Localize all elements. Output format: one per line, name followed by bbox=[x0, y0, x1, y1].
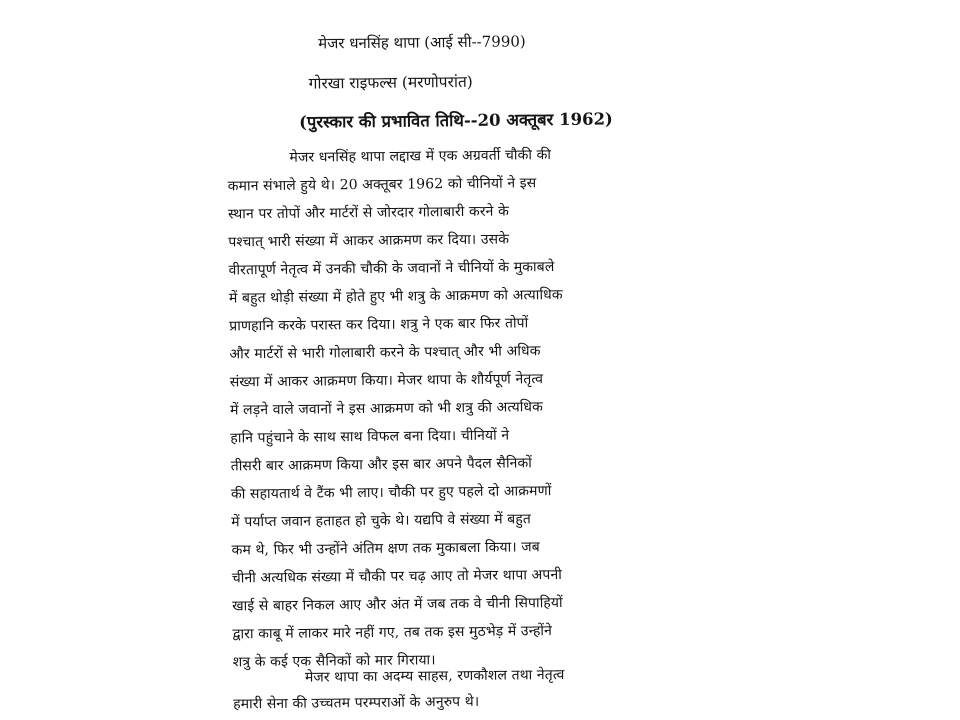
citation-line: संख्या में आकर आक्रमण किया। मेजर थापा के शौर्यपूर्ण नेतृत्व bbox=[229, 371, 544, 391]
citation-line: खाई से बाहर निकल आए और अंत में जब तक वे चीनी सिपाहियों bbox=[232, 594, 563, 615]
officer-name-heading: मेजर धनसिंह थापा (आई सी--7990) bbox=[318, 32, 526, 53]
citation-line: प्राणहानि करके परास्त कर दिया। शत्रु ने एक बार फिर तोपों bbox=[229, 315, 529, 335]
citation-line: द्वारा काबू में लाकर मारे नहीं गए, तब तक इस मुठभेड़ में उन्होंने bbox=[232, 623, 553, 643]
citation-line: हानि पहुंचाने के साथ साथ विफल बना दिया। चीनियों ने bbox=[230, 427, 510, 447]
citation-line: पश्चात् भारी संख्या में आकर आक्रमण कर दिया। उसके bbox=[228, 231, 510, 251]
citation-line: में लड़ने वाले जवानों ने इस आक्रमण को भी शत्रु की अत्यधिक bbox=[230, 399, 544, 419]
citation-line: चीनी अत्यधिक संख्या में चौकी पर चढ़ आए तो मेजर थापा अपनी bbox=[231, 566, 563, 587]
award-effective-date-heading: (पुरस्कार की प्रभावित तिथि--20 अक्तूबर 1962) bbox=[298, 109, 613, 132]
citation-line: शत्रु के कई एक सैनिकों को मार गिराया। bbox=[232, 652, 436, 671]
closing-line: मेजर थापा का अदम्य साहस, रणकौशल तथा नेतृत्व bbox=[304, 666, 565, 686]
citation-line: की सहायतार्थ वे टैंक भी लाए। चौकी पर हुए पहले दो आक्रमणों bbox=[230, 483, 552, 503]
regiment-heading: गोरखा राइफल्स (मरणोपरांत) bbox=[308, 72, 473, 93]
citation-line: कमान संभाले हुये थे। 20 अक्तूबर 1962 को चीनियों ने इस bbox=[227, 175, 537, 195]
citation-line: में बहुत थोड़ी संख्या में होते हुए भी शत्रु के आक्रमण को अत्याधिक bbox=[228, 286, 563, 307]
citation-line: वीरतापूर्ण नेतृत्व में उनकी चौकी के जवानों ने चीनियों के मुकाबले bbox=[228, 259, 555, 279]
citation-line: और मार्टरों से भारी गोलाबारी करने के पश्चात् और भी अधिक bbox=[229, 343, 541, 363]
citation-line: तीसरी बार आक्रमण किया और इस बार अपने पैदल सैनिकों bbox=[230, 455, 533, 475]
scanned-document bbox=[226, 16, 703, 720]
closing-line: हमारी सेना की उच्चतम परम्पराओं के अनुरुप थे। bbox=[233, 693, 480, 713]
citation-line: कम थे, फिर भी उन्होंने अंतिम क्षण तक मुकाबला किया। जब bbox=[231, 539, 540, 559]
citation-line: में पर्याप्त जवान हताहत हो चुके थे। यद्यपि वे संख्या में बहुत bbox=[231, 511, 532, 531]
citation-line: स्थान पर तोपों और मार्टरों से जोरदार गोलाबारी करने के bbox=[227, 203, 509, 223]
citation-line: मेजर धनसिंह थापा लद्दाख में एक अग्रवर्ती चौकी की bbox=[289, 147, 552, 166]
